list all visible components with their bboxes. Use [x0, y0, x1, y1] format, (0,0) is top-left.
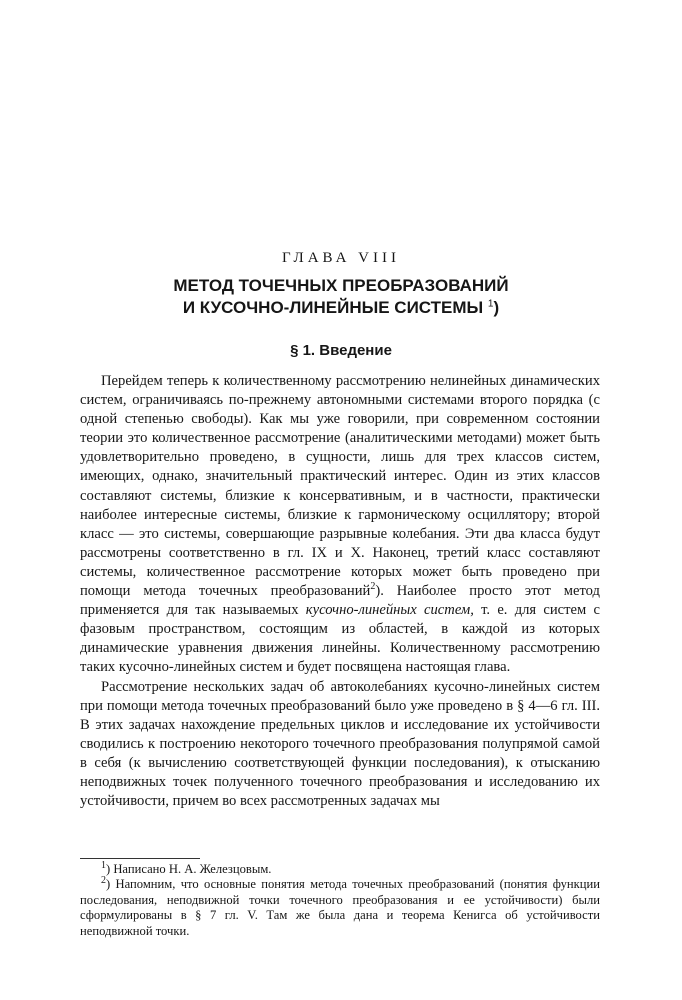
chapter-title-line-2: [0, 297, 682, 319]
footnote-divider: [80, 858, 200, 859]
footnote-reference-2: 2: [370, 581, 376, 593]
footnote-2: [80, 877, 600, 939]
footnote-1-text: ) Написано Н. А. Железцовым.: [106, 862, 272, 876]
emphasized-term: кусочно-линейных систем,: [305, 602, 474, 619]
footnote-2-mark: 2: [101, 875, 106, 887]
paragraph: [80, 372, 600, 678]
paragraph-1-part-2: ). Наиболее просто этот метод применяется для так называемых: [80, 583, 600, 619]
chapter-title-footnote-mark: 1: [487, 298, 494, 310]
body-text: [80, 372, 600, 811]
section-title: § 1. Введение: [290, 342, 392, 359]
chapter-label: ГЛАВА VIII: [281, 250, 400, 266]
paragraph: Рассмотрение нескольких задач об автоколебаниях кусочно-линейных систем при помощи метода точечных преобразований было уже проведено в § 4—6 гл. III. В этих задачах нахождение предельных циклов и исследование их устойчивости сводились к построению некоторого точечного преобразования полупрямой самой в себя (к вычислению соответствующей функции последования), к отысканию неподвижных точек полученного точечного преобразования и исследованию их устойчивости, причем во всех рассмотренных задачах мы: [80, 678, 600, 810]
chapter-title-line-1: МЕТОД ТОЧЕЧНЫХ ПРЕОБРАЗОВАНИЙ: [173, 276, 509, 295]
footnote-1: [80, 859, 600, 877]
footnote-1-mark: 1: [101, 859, 106, 871]
paragraph-1-part-3: т. е. для систем с фазовым пространством, состоящим из областей, в каждой из которых динамические уравнения движения линейны. Количественному рассмотрению таких кусочно-линейных систем и будет посвящена настоящая глава.: [80, 602, 600, 676]
footnotes: [80, 859, 600, 939]
footnote-2-text: ) Напомним, что основные понятия метода точечных преобразований (понятия функции последования, неподвижной точки точечного преобразования и ее устойчивости) были сформулированы в § 7 гл. V. Там же была дана и теорема Кенигса об устойчивости неподвижной точки.: [80, 877, 600, 938]
chapter-title: [0, 275, 682, 319]
chapter-title-footnote-close: ): [493, 298, 500, 317]
paragraph-1-part-1: Перейдем теперь к количественному рассмотрению нелинейных динамических систем, ограничиваясь по-прежнему автономными системами второго порядка (с одной степенью свободы). Как мы уже говорили, при современном состоянии теории это количественное рассмотрение (аналитическими методами) может быть удовлетворительно проведено, в сущности, лишь для трех классов систем, имеющих, однако, значительный практический интерес. Один из этих классов составляют системы, близкие к консервативным, и в частности, практически наиболее интересные системы, близкие к гармоническому осциллятору; второй класс — это системы, совершающие разрывные колебания. Эти два класса будут рассмотрены соответственно в гл. IX и X. Наконец, третий класс составляют системы, количественное рассмотрение которых может быть проведено при помощи метода точечных преобразований: [80, 373, 600, 600]
chapter-title-line-2-text: И КУСОЧНО-ЛИНЕЙНЫЕ СИСТЕМЫ: [182, 298, 484, 317]
